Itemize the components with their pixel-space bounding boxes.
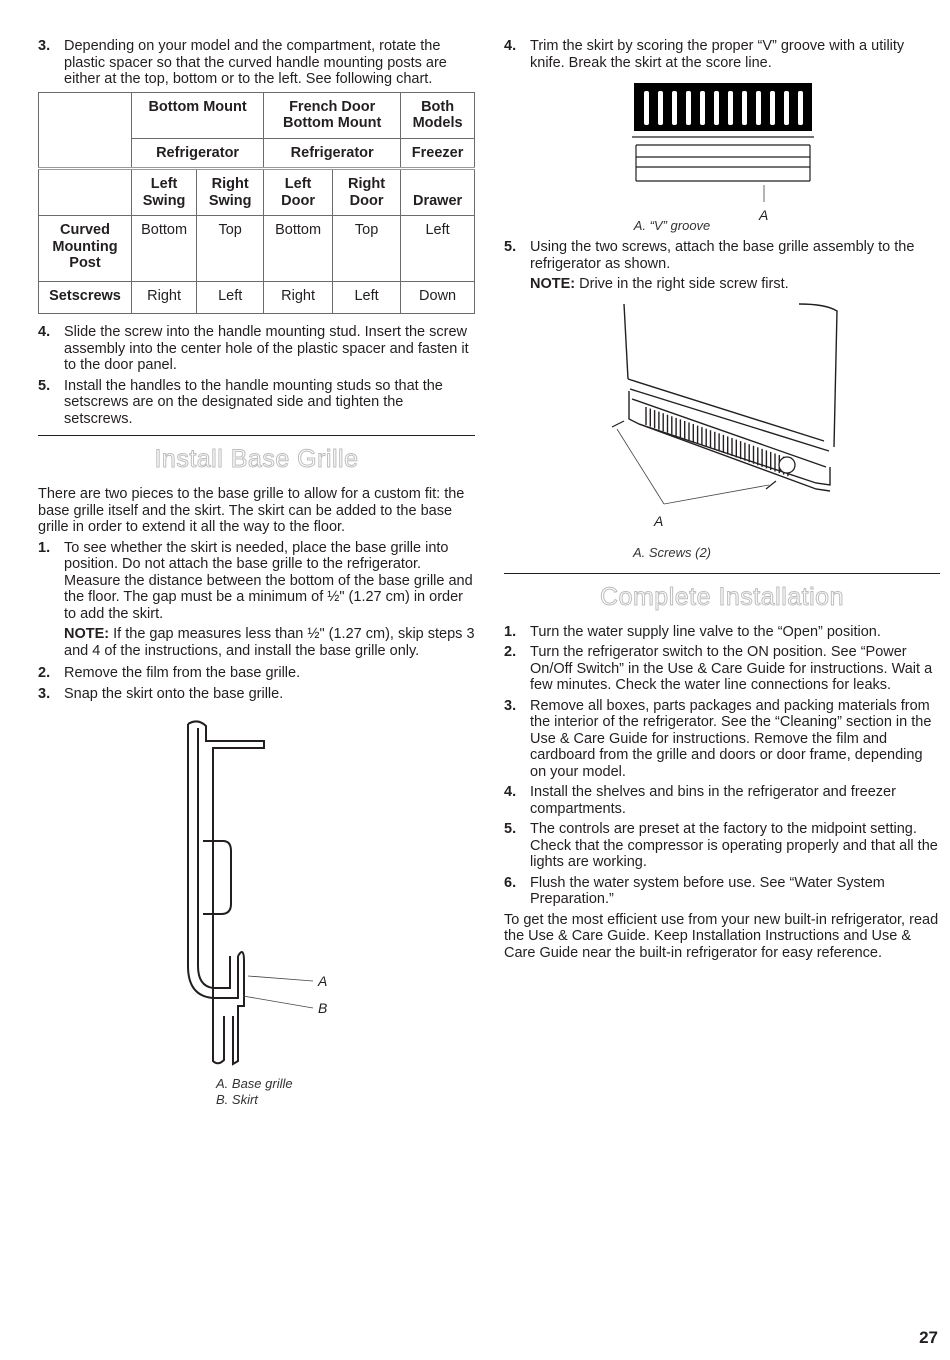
step-number: 4.	[504, 38, 517, 54]
header-both-models: Both Models	[401, 92, 475, 138]
callout-b: B	[318, 1000, 328, 1016]
v-groove-illustration	[504, 75, 940, 223]
right-column	[504, 38, 940, 965]
grille-slot	[770, 91, 775, 125]
step-text: To see whether the skirt is needed, place the base grille into position. Do not attach the base grille to the refrigerator. Measure the distance between the bottom of the base grille and the floor. The gap must be a minimum of ½" (1.27 cm) in order to add the skirt.	[64, 539, 473, 622]
step-number: 3.	[504, 697, 517, 714]
screws-illustration	[504, 299, 940, 539]
step-text: Remove the film from the base grille.	[64, 665, 301, 681]
header-drawer: Drawer	[401, 169, 475, 216]
note-text: Drive in the right side screw first.	[575, 276, 789, 292]
grille-slot	[700, 91, 705, 125]
section-title-install-base-grille: Install Base Grille	[154, 445, 359, 473]
grille-intro: There are two pieces to the base grille to allow for a custom fit: the base grille itself and the skirt. The skirt can be added to the base grille in order to extend it all the way to the floor.	[38, 486, 465, 535]
table-cell: Down	[401, 282, 475, 314]
row-label: Setscrews	[39, 282, 132, 314]
attach-step-5	[504, 239, 940, 272]
step-number: 1.	[38, 539, 51, 556]
table-cell: Left	[401, 216, 475, 282]
step-number: 3.	[38, 38, 51, 54]
grille-step-3	[38, 686, 475, 703]
grille-slot	[742, 91, 747, 125]
header-right-door: Right Door	[333, 169, 401, 216]
handle-step-3	[38, 38, 475, 88]
grille-note	[64, 626, 475, 659]
caption-v-groove: A. “V” groove	[633, 217, 711, 233]
step-text: Remove all boxes, parts packages and packing materials from the interior of the refrigerator. See the “Cleaning” section in the Use & Care Guide for instructions. Remove the film and cardboard from the grille and doors or door frame, depending on your model.	[530, 697, 932, 780]
step-number: 3.	[38, 685, 51, 702]
empty-header-cell	[39, 169, 132, 216]
grille-slot	[658, 91, 663, 125]
step-text: Slide the screw into the handle mounting stud. Insert the screw assembly into the center hole of the plastic spacer and fasten it to the door panel.	[64, 324, 469, 373]
complete-step-2	[504, 644, 940, 694]
step-text: Trim the skirt by scoring the proper “V” groove with a utility knife. Break the skirt at the score line.	[530, 38, 905, 71]
complete-step-4	[504, 784, 940, 817]
grille-step-2	[38, 665, 475, 682]
callout-a: A	[654, 512, 664, 529]
table-row	[39, 282, 475, 314]
table-cell: Right	[264, 282, 333, 314]
step-text: Flush the water system before use. See “Water System Preparation.”	[530, 874, 885, 907]
complete-step-6	[504, 875, 940, 908]
step-number: 4.	[504, 784, 517, 800]
callout-a: A	[759, 207, 769, 223]
grille-slot	[644, 91, 649, 125]
grille-slot	[672, 91, 677, 125]
section-divider	[504, 573, 940, 574]
step-number: 6.	[504, 874, 517, 891]
spacer-orientation-chart	[38, 92, 475, 315]
step-number: 4.	[38, 324, 51, 340]
step-number: 5.	[504, 821, 517, 837]
row-label: Curved Mounting Post	[39, 216, 132, 282]
header-bottom-mount: Bottom Mount	[132, 92, 264, 138]
screws-figure	[504, 299, 940, 561]
header-refrigerator: Refrigerator	[132, 138, 264, 169]
step-number: 2.	[38, 665, 51, 681]
table-cell: Bottom	[132, 216, 197, 282]
figure-caption	[216, 1076, 293, 1108]
handle-step-4	[38, 324, 475, 374]
step-number: 1.	[504, 623, 517, 640]
grille-slot	[686, 91, 691, 125]
section-title-complete-installation: Complete Installation	[600, 582, 844, 611]
note-label: NOTE:	[530, 276, 576, 292]
empty-header-cell	[39, 92, 132, 169]
step-number: 2.	[504, 644, 517, 660]
handle-step-5	[38, 378, 475, 428]
closing-paragraph: To get the most efficient use from your new built-in refrigerator, read the Use & Care Guide. Keep Installation Instructions and Use & Care Guide near the built-in refrigerator for easy reference.	[504, 911, 939, 961]
grille-slot	[728, 91, 733, 125]
header-refrigerator: Refrigerator	[264, 138, 401, 169]
table-cell: Top	[197, 216, 264, 282]
page-number: 27	[919, 1327, 938, 1347]
step-text: Using the two screws, attach the base grille assembly to the refrigerator as shown.	[530, 239, 915, 272]
table-cell: Right	[132, 282, 197, 314]
note-label: NOTE:	[64, 626, 110, 642]
header-left-swing: Left Swing	[132, 169, 197, 216]
grille-slot	[798, 91, 803, 125]
table-cell: Top	[333, 216, 401, 282]
header-freezer: Freezer	[401, 138, 475, 169]
caption-screws: A. Screws (2)	[632, 545, 711, 560]
grille-slot	[784, 91, 789, 125]
step-number: 5.	[38, 377, 51, 394]
step-number: 5.	[504, 239, 517, 255]
trim-step-4	[504, 38, 940, 71]
header-left-door: Left Door	[264, 169, 333, 216]
table-cell: Bottom	[264, 216, 333, 282]
grille-slot	[714, 91, 719, 125]
grille-skirt-illustration	[38, 716, 475, 1071]
grille-slot	[756, 91, 761, 125]
note-text: If the gap measures less than ½" (1.27 cm), skip steps 3 and 4 of the instructions, and install the base grille only.	[64, 626, 475, 659]
v-groove-figure	[504, 75, 940, 233]
complete-step-1	[504, 624, 940, 641]
step-text: Install the handles to the handle mounting studs so that the setscrews are on the designated side and tighten the setscrews.	[64, 377, 443, 427]
step-text: Snap the skirt onto the base grille.	[64, 685, 284, 702]
header-french-door: French Door Bottom Mount	[264, 92, 401, 138]
callout-a: A	[318, 973, 328, 989]
step-text: Turn the refrigerator switch to the ON position. See “Power On/Off Switch” in the Use & Care Guide for instructions. Wait a few minutes. Check the water line connections for leaks.	[530, 644, 933, 693]
table-cell: Left	[333, 282, 401, 314]
step-text: Turn the water supply line valve to the “Open” position.	[530, 623, 881, 640]
complete-step-3	[504, 698, 940, 781]
attach-note	[530, 276, 940, 293]
complete-step-5	[504, 821, 940, 871]
table-cell: Left	[197, 282, 264, 314]
section-divider	[38, 435, 475, 436]
base-grille-skirt-figure	[38, 716, 475, 1107]
header-right-swing: Right Swing	[197, 169, 264, 216]
caption-base-grille: A. Base grille	[216, 1076, 293, 1091]
step-text: Install the shelves and bins in the refrigerator and freezer compartments.	[530, 784, 896, 817]
step-text: The controls are preset at the factory to the midpoint setting. Check that the compressor is operating properly and that all the lights are working.	[530, 821, 938, 870]
step-text: Depending on your model and the compartment, rotate the plastic spacer so that the curved handle mounting posts are either at the top, bottom or to the left. See following chart.	[64, 38, 447, 87]
caption-skirt: B. Skirt	[216, 1092, 258, 1107]
